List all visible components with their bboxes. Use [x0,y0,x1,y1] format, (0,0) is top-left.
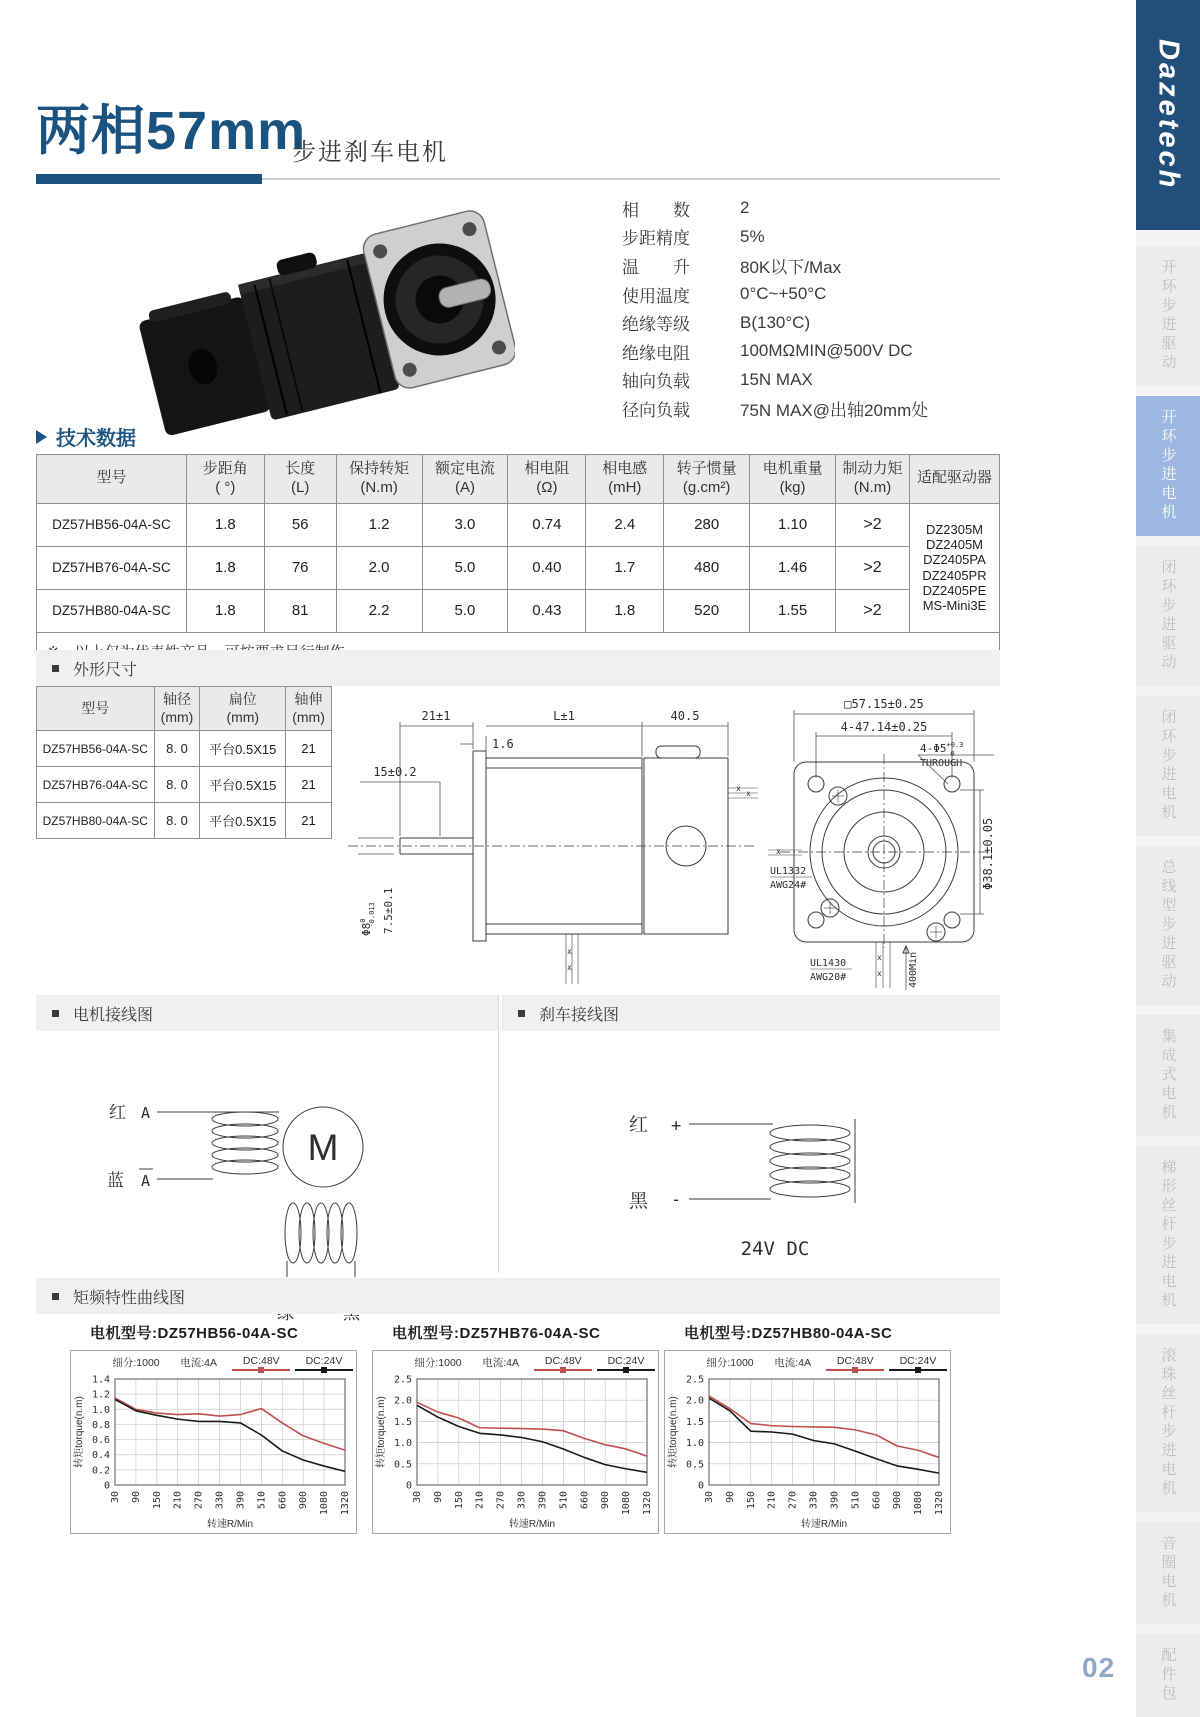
legend-item: 细分:1000 [414,1357,462,1369]
svg-text:270: 270 [787,1491,799,1510]
svg-text:x: x [877,953,882,962]
model-cell: DZ57HB76-04A-SC [37,767,155,803]
chart-card [664,1322,964,1534]
sidebar-item[interactable] [1136,696,1200,836]
column-header: 轴伸 (mm) [286,687,332,731]
svg-text:2.0: 2.0 [685,1395,704,1407]
svg-text:0: 0 [103,1480,110,1492]
sidebar-item-label: 开环步进电机 [1159,409,1177,523]
value-cell: >2 [836,546,910,589]
front-view-drawing [768,694,1000,994]
svg-text:x: x [746,789,751,798]
svg-text:2.0: 2.0 [393,1395,412,1407]
svg-text:转速R/Min: 转速R/Min [800,1519,848,1530]
svg-text:210: 210 [172,1491,184,1510]
value-cell: 0.40 [508,546,586,589]
sidebar-items [1136,230,1200,1717]
dim-shaft-height: 7.5±0.1 [382,887,395,934]
svg-text:0.4: 0.4 [91,1450,110,1462]
column-header: 步距角 ( °) [186,455,264,504]
svg-text:2.5: 2.5 [393,1374,412,1386]
value-cell: >2 [836,589,910,632]
chart-title: 电机型号:DZ57HB56-04A-SC [90,1325,299,1342]
wire-spec-ul1430: UL1430 [810,958,847,969]
dim-shaft-length: 21±1 [421,709,451,723]
square-bullet-icon [52,665,59,672]
page-title: 两相57mm [36,101,307,161]
brake-negative-color-label: 黑 [629,1191,649,1212]
svg-text:1320: 1320 [340,1491,351,1516]
svg-text:1.0: 1.0 [393,1438,412,1450]
svg-text:0.6: 0.6 [91,1435,110,1447]
sidebar-item-label: 梯形丝杆步进电机 [1159,1159,1177,1311]
page-number: 02 [1082,1652,1116,1683]
svg-text:90: 90 [724,1491,736,1504]
square-bullet-icon [518,1010,525,1017]
svg-text:0.8: 0.8 [91,1419,110,1431]
spec-value: 100MΩMIN@500V DC [740,341,913,361]
title-underline-rule [262,178,1000,180]
wire-gauge-awg20: AWG20# [810,972,847,983]
brand-logo: Dazetech [1152,39,1185,191]
sidebar-item-label: 开环步进驱动 [1159,259,1177,373]
chart-legend [107,1355,353,1371]
svg-text:150: 150 [151,1491,163,1510]
svg-text:转速R/Min: 转速R/Min [508,1519,556,1530]
spec-row [622,280,992,309]
model-cell: DZ57HB80-04A-SC [37,803,155,839]
value-cell: >2 [836,503,910,546]
legend-item: 电流:4A [180,1357,218,1369]
side-view-drawing [340,696,760,988]
chart-title: 电机型号:DZ57HB80-04A-SC [684,1325,893,1342]
sidebar-item[interactable] [1136,246,1200,386]
svg-text:330: 330 [516,1491,528,1510]
phase-a-bar-label: A [141,1172,151,1190]
phase-a-bar-color-label: 蓝 [107,1171,124,1190]
value-cell: 3.0 [422,503,508,546]
svg-text:x: x [567,963,572,972]
svg-text:1.4: 1.4 [91,1374,110,1386]
dim-hole-spacing: 4-47.14±0.25 [840,720,928,734]
value-cell: 280 [664,503,750,546]
sidebar-item[interactable] [1136,546,1200,686]
svg-text:1320: 1320 [934,1491,945,1516]
svg-text:90: 90 [130,1491,142,1504]
legend-item: 电流:4A [774,1357,812,1369]
svg-text:1.0: 1.0 [91,1404,110,1416]
spec-label: 绝缘电阻 [622,343,690,363]
dim-pilot-diameter: Φ38.1±0.05 [981,817,995,890]
svg-text:150: 150 [453,1491,465,1510]
value-cell: 480 [664,546,750,589]
column-header: 型号 [37,455,187,504]
column-header: 扁位 (mm) [200,687,286,731]
value-cell: 0.43 [508,589,586,632]
svg-text:0.5: 0.5 [393,1459,412,1471]
legend-item: DC:24V [889,1355,947,1371]
sidebar-item-label: 闭环步进驱动 [1159,559,1177,673]
svg-text:1080: 1080 [913,1491,925,1516]
value-cell: 2.4 [586,503,664,546]
svg-text:2.5: 2.5 [685,1374,704,1386]
column-header: 电机重量 (kg) [750,455,836,504]
spec-label: 步距精度 [622,229,690,249]
brake-voltage-label: 24V DC [740,1238,810,1260]
spec-value: 80K以下/Max [740,257,842,277]
compatible-drivers-cell: DZ2305M DZ2405M DZ2405PA DZ2405PR DZ2405PE MS-Mini3E [909,503,999,632]
column-header: 轴径 (mm) [154,687,200,731]
sidebar-item-label: 配件包 [1159,1647,1177,1704]
value-cell: 1.8 [186,503,264,546]
value-cell: 5.0 [422,546,508,589]
value-cell: 2.2 [336,589,422,632]
sidebar-item[interactable] [1136,396,1200,536]
triangle-bullet-icon [36,430,47,444]
svg-text:转矩torque(n.m): 转矩torque(n.m) [376,1396,387,1468]
sidebar-item-label: 音圈电机 [1159,1535,1177,1611]
spec-label: 温 升 [622,257,690,277]
tech-data-table [36,454,1000,671]
spec-label: 径向负载 [622,400,690,420]
spec-value: B(130°C) [740,312,811,332]
sidebar-item-label: 总线型步进驱动 [1159,859,1177,992]
model-cell: DZ57HB76-04A-SC [37,546,187,589]
svg-text:30: 30 [704,1491,715,1504]
value-cell: 5.0 [422,589,508,632]
svg-text:330: 330 [214,1491,226,1510]
section-band-brake-wiring [502,995,1000,1031]
section-band-label: 矩频特性曲线图 [73,1289,186,1307]
wire-gauge-awg24: AWG24# [770,880,807,891]
legend-item: 细分:1000 [112,1357,160,1369]
svg-text:x: x [776,847,781,856]
value-cell: 8. 0 [154,731,200,767]
value-cell: 1.2 [336,503,422,546]
svg-text:390: 390 [235,1491,247,1510]
table-row [37,767,332,803]
value-cell: 1.8 [186,546,264,589]
sidebar-item-label: 闭环步进电机 [1159,709,1177,823]
spec-row [622,366,992,395]
column-header: 相电阻 (Ω) [508,455,586,504]
svg-text:900: 900 [298,1491,310,1510]
spec-label: 绝缘等级 [622,315,690,335]
svg-text:210: 210 [474,1491,486,1510]
svg-text:0: 0 [697,1480,704,1492]
svg-text:510: 510 [850,1491,862,1510]
svg-text:510: 510 [256,1491,268,1510]
spec-label: 使用温度 [622,286,690,306]
svg-text:转矩torque(n.m): 转矩torque(n.m) [668,1396,679,1468]
page-subtitle: 步进刹车电机 [292,139,448,166]
spec-value: 15N MAX [740,369,813,389]
svg-text:0.2: 0.2 [91,1465,110,1477]
chart-box [70,1350,357,1534]
title-underline-bar [36,174,262,184]
brake-positive-label: + [671,1116,682,1136]
sidebar-item[interactable] [1136,1334,1200,1512]
section-band-torque-curves [36,1278,1000,1314]
chart-plot [665,1373,950,1531]
legend-item: 电流:4A [482,1357,520,1369]
column-header: 转子惯量 (g.cm²) [664,455,750,504]
shaft-dimensions-table [36,686,332,839]
value-cell: 平台0.5X15 [200,731,286,767]
brake-wiring-diagram [605,1075,905,1275]
section-band-motor-wiring [36,995,498,1031]
spec-row [622,337,992,366]
value-cell: 56 [264,503,336,546]
hole-through-label: THROUGH [920,758,963,769]
table-row [37,803,332,839]
legend-item: DC:48V [534,1355,592,1371]
svg-text:900: 900 [600,1491,612,1510]
sidebar-item-label: 集成式电机 [1159,1028,1177,1123]
value-cell: 1.7 [586,546,664,589]
svg-text:390: 390 [537,1491,549,1510]
svg-text:210: 210 [766,1491,778,1510]
svg-text:330: 330 [808,1491,820,1510]
svg-text:660: 660 [579,1491,591,1510]
model-cell: DZ57HB80-04A-SC [37,589,187,632]
svg-text:900: 900 [892,1491,904,1510]
value-cell: 8. 0 [154,767,200,803]
dim-flat-length: 15±0.2 [373,765,417,779]
svg-text:1080: 1080 [319,1491,331,1516]
sidebar-item[interactable] [1136,1146,1200,1324]
sidebar-item-label: 滚珠丝杆步进电机 [1159,1347,1177,1499]
value-cell: 21 [286,731,332,767]
value-cell: 21 [286,767,332,803]
table-row [37,731,332,767]
value-cell: 0.74 [508,503,586,546]
sidebar-item[interactable] [1136,846,1200,1005]
dim-plate-thickness: 1.6 [492,737,514,751]
brake-negative-label: - [671,1190,682,1210]
column-header: 保持转矩 (N.m) [336,455,422,504]
spec-value: 75N MAX@出轴20mm处 [740,400,929,420]
spec-row [622,223,992,252]
value-cell: 1.8 [186,589,264,632]
spec-row [622,394,992,423]
value-cell: 21 [286,803,332,839]
phase-a-label: A [141,1104,151,1122]
value-cell: 平台0.5X15 [200,767,286,803]
dim-brake-length: 40.5 [670,709,700,723]
svg-text:1.5: 1.5 [393,1416,412,1428]
value-cell: 1.55 [750,589,836,632]
svg-text:660: 660 [277,1491,289,1510]
svg-text:390: 390 [829,1491,841,1510]
model-cell: DZ57HB56-04A-SC [37,503,187,546]
dim-body-length: L±1 [553,709,575,723]
chart-card [70,1322,370,1534]
model-cell: DZ57HB56-04A-SC [37,731,155,767]
wire-spec-ul1332: UL1332 [770,866,807,877]
product-image [125,200,515,440]
section-band-label: 刹车接线图 [539,1006,620,1024]
legend-item: DC:48V [826,1355,884,1371]
section-band-label: 外形尺寸 [73,661,138,679]
svg-text:x: x [877,969,882,978]
value-cell: 1.46 [750,546,836,589]
category-sidebar [1136,0,1200,1717]
spec-row [622,194,992,223]
brake-positive-color-label: 红 [629,1115,649,1136]
value-cell: 1.8 [586,589,664,632]
value-cell: 76 [264,546,336,589]
spec-row [622,251,992,280]
section-heading-tech-data [36,422,136,451]
legend-item: DC:24V [597,1355,655,1371]
svg-text:150: 150 [745,1491,757,1510]
chart-legend [409,1355,655,1371]
svg-text:1.0: 1.0 [685,1438,704,1450]
spec-value: 5% [740,226,765,246]
column-header: 型号 [37,687,155,731]
sidebar-item[interactable] [1136,1522,1200,1624]
svg-text:660: 660 [871,1491,883,1510]
svg-text:510: 510 [558,1491,570,1510]
svg-text:1.2: 1.2 [91,1389,110,1401]
brand-logo-block [1136,0,1200,230]
column-header: 额定电流 (A) [422,455,508,504]
dim-mounting-holes: $4-\Phi 5^{+0.3}$ 0 [920,741,964,758]
svg-text:0: 0 [405,1480,412,1492]
phase-a-color-label: 红 [109,1103,126,1122]
table-row [37,546,1000,589]
svg-text:1320: 1320 [642,1491,653,1516]
value-cell: 2.0 [336,546,422,589]
svg-text:90: 90 [432,1491,444,1504]
chart-plot [71,1373,356,1531]
svg-text:x: x [567,947,572,956]
legend-item: DC:24V [295,1355,353,1371]
value-cell: 520 [664,589,750,632]
spec-row [622,308,992,337]
svg-text:30: 30 [412,1491,423,1504]
svg-text:30: 30 [110,1491,121,1504]
wire-length-label: 400Min [908,951,919,988]
value-cell: 81 [264,589,336,632]
chart-plot [373,1373,658,1531]
section-band-label: 电机接线图 [73,1006,154,1024]
svg-text:270: 270 [495,1491,507,1510]
value-cell: 8. 0 [154,803,200,839]
wiring-divider-line [498,995,499,1273]
svg-text:1.5: 1.5 [685,1416,704,1428]
svg-text:x: x [736,784,741,793]
spec-label: 相 数 [622,200,690,220]
svg-text:转矩torque(n.m): 转矩torque(n.m) [74,1396,85,1468]
column-header: 制动力矩 (N.m) [836,455,910,504]
chart-card [372,1322,672,1534]
legend-item: 细分:1000 [706,1357,754,1369]
svg-text:1080: 1080 [621,1491,633,1516]
chart-legend [701,1355,947,1371]
sidebar-item[interactable] [1136,1634,1200,1717]
value-cell: 平台0.5X15 [200,803,286,839]
table-row [37,503,1000,546]
svg-text:270: 270 [193,1491,205,1510]
value-cell: 1.10 [750,503,836,546]
section-heading-label: 技术数据 [56,428,136,450]
column-header: 长度 (L) [264,455,336,504]
square-bullet-icon [52,1010,59,1017]
section-band-dimensions [36,650,1000,686]
svg-text:0.5: 0.5 [685,1459,704,1471]
motor-symbol: M [307,1127,339,1168]
chart-box [372,1350,659,1534]
spec-value: 2 [740,198,750,218]
column-header: 适配驱动器 [909,455,999,504]
spec-value: 0°C~+50°C [740,284,827,304]
spec-list [622,194,992,423]
square-bullet-icon [52,1293,59,1300]
legend-item: DC:48V [232,1355,290,1371]
sidebar-item[interactable] [1136,1015,1200,1136]
chart-title: 电机型号:DZ57HB76-04A-SC [392,1325,601,1342]
chart-box [664,1350,951,1534]
table-row [37,589,1000,632]
dim-shaft-diameter: $\Phi 8^0-0.013$ [359,902,376,936]
dim-flange-square: □57.15±0.25 [844,697,924,711]
spec-label: 轴向负载 [622,372,690,392]
column-header: 相电感 (mH) [586,455,664,504]
svg-text:转速R/Min: 转速R/Min [206,1519,254,1530]
